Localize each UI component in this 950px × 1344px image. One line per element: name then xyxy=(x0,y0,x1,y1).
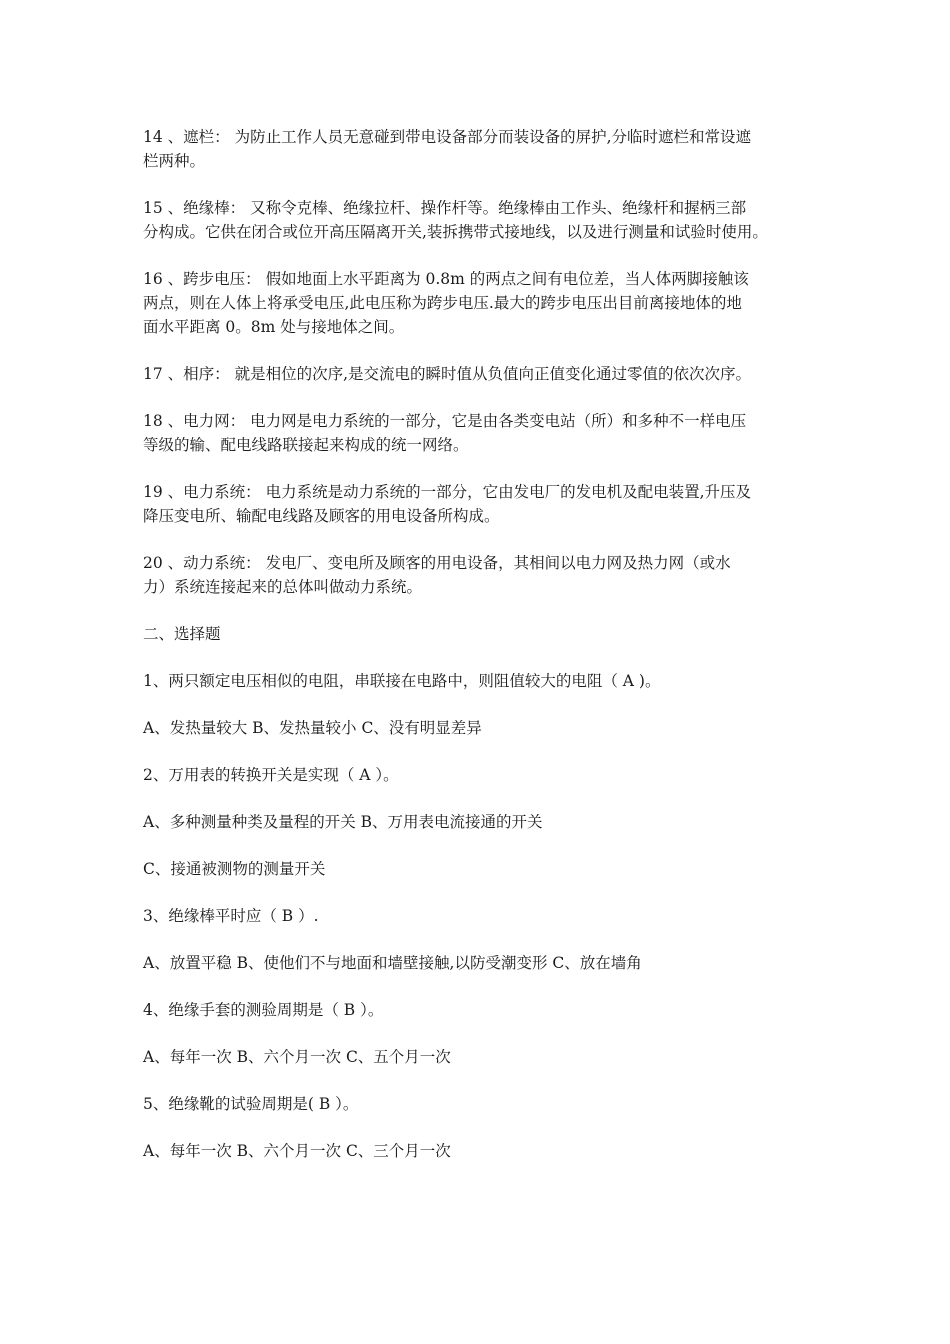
text-line: 20 、动力系统： 发电厂、变电所及顾客的用电设备，其相间以电力网及热力网（或水 xyxy=(143,554,731,572)
options-1: A、发热量较大 B、发热量较小 C、没有明显差异 xyxy=(143,719,482,737)
definition-15 xyxy=(143,196,823,244)
options-3: A、放置平稳 B、使他们不与地面和墙壁接触,以防受潮变形 C、放在墙角 xyxy=(143,954,642,972)
question-5: 5、绝缘靴的试验周期是( B ）。 xyxy=(143,1095,359,1113)
text-line: 力）系统连接起来的总体叫做动力系统。 xyxy=(143,578,423,596)
options-5: A、每年一次 B、六个月一次 C、三个月一次 xyxy=(143,1142,451,1160)
options-4: A、每年一次 B、六个月一次 C、五个月一次 xyxy=(143,1048,451,1066)
definition-17 xyxy=(143,362,823,386)
text-line: 降压变电所、输配电线路及顾客的用电设备所构成。 xyxy=(143,507,500,525)
definition-14 xyxy=(143,125,823,173)
text-line: 两点，则在人体上将承受电压,此电压称为跨步电压.最大的跨步电压出目前离接地体的地 xyxy=(143,294,742,312)
text-line: 19 、电力系统： 电力系统是动力系统的一部分，它由发电厂的发电机及配电装置,升压及 xyxy=(143,483,752,501)
text-line: 15 、绝缘棒： 又称令克棒、绝缘拉杆、操作杆等。绝缘棒由工作头、绝缘杆和握柄三部 xyxy=(143,199,747,217)
definition-16 xyxy=(143,267,823,339)
question-1: 1、两只额定电压相似的电阻，串联接在电路中，则阻值较大的电阻（ A )。 xyxy=(143,672,661,690)
section-title: 二、选择题 xyxy=(143,625,221,643)
text-line: 16 、跨步电压： 假如地面上水平距离为 0.8m 的两点之间有电位差，当人体两脚接触该 xyxy=(143,270,749,288)
definition-18 xyxy=(143,409,823,457)
options-2b: C、接通被测物的测量开关 xyxy=(143,860,326,878)
text-line: 等级的输、配电线路联接起来构成的统一网络。 xyxy=(143,436,469,454)
document-body xyxy=(143,125,823,1186)
text-line: 栏两种。 xyxy=(143,152,206,170)
question-3: 3、绝缘棒平时应（ B ）. xyxy=(143,907,319,925)
text-line: 面水平距离 0。8m 处与接地体之间。 xyxy=(143,318,405,336)
text-line: 14 、遮栏： 为防止工作人员无意碰到带电设备部分而装设备的屏护,分临时遮栏和常设遮 xyxy=(143,128,752,146)
definition-20 xyxy=(143,551,823,599)
text-line: 17 、相序： 就是相位的次序,是交流电的瞬时值从负值向正值变化通过零值的依次次序。 xyxy=(143,365,752,383)
options-2a: A、多种测量种类及量程的开关 B、万用表电流接通的开关 xyxy=(143,813,543,831)
text-line: 18 、电力网： 电力网是电力系统的一部分，它是由各类变电站（所）和多种不一样电压 xyxy=(143,412,747,430)
text-line: 分构成。它供在闭合或位开高压隔离开关,装拆携带式接地线，以及进行测量和试验时使用。 xyxy=(143,223,768,241)
definition-19 xyxy=(143,480,823,528)
question-4: 4、绝缘手套的测验周期是（ B ）。 xyxy=(143,1001,384,1019)
question-2: 2、万用表的转换开关是实现（ A ）。 xyxy=(143,766,399,784)
